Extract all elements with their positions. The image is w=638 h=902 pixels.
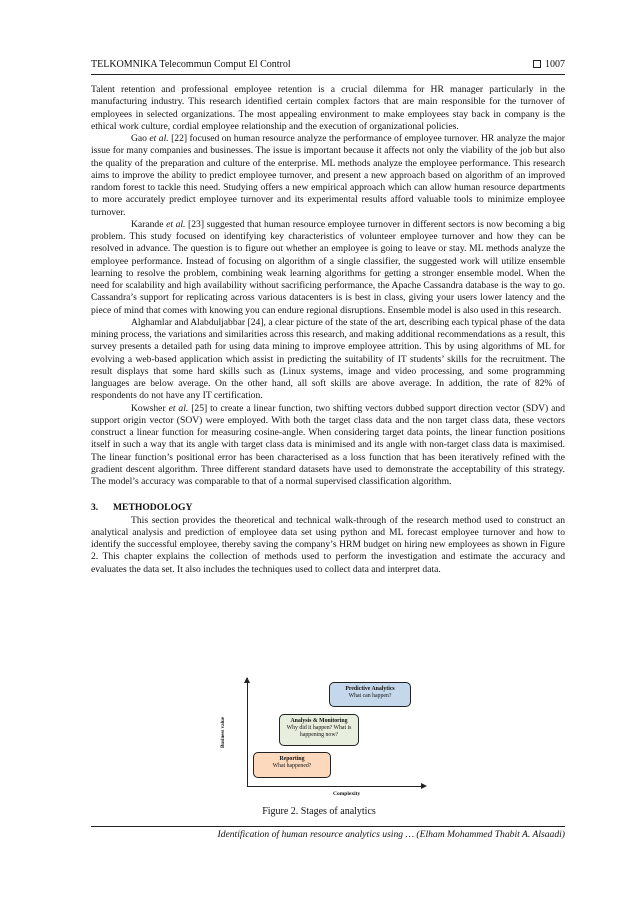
journal-title: TELKOMNIKA Telecommun Comput El Control [91, 59, 291, 70]
author-name: Karande [131, 218, 164, 230]
paragraph-text: [23] suggested that human resource employee turnover in different sectors is now becoming a big problem. This study focused on identifying key characteristics of volunteer employee turnover and how they can be resolved in advance. The question is to figure out whether an employee is going to leave or stay. ML methods analyze the employee performance. Instead of focusing on algorithm of a single classifier, the suggested work will utilize ensemble learning to resolve the problem, combining weak learning algorithms for getting a stronger ensemble model. When the need for scalability and high availability without sacrificing performance, the Apache Cassandra database is the way to go. Cassandra’s support for replicating across various datacenters is is best in class, giving your users lower latency and the piece of mind that comes with knowing you can endure regional disruptions. Ensemble model is also used in this research. [91, 218, 566, 316]
section-title: METHODOLOGY [113, 502, 193, 514]
stage-predictive-analytics [329, 682, 411, 707]
paragraph [91, 403, 565, 489]
paragraph: Talent retention and professional employee retention is a crucial dilemma for HR manager particularly in the manufacturing industry. This research identified certain complex factors that are main responsible for the turnover of employees in selected organizations. The most appealing environment to make employees stay back in company is the ethical work culture, cordial employee relationship and the execution of organizational policies. [91, 84, 565, 132]
x-axis [247, 786, 425, 787]
stage-analysis-monitoring [279, 714, 359, 746]
section-heading [91, 502, 565, 514]
running-header [91, 57, 565, 73]
stage-title: Predictive Analytics [345, 686, 395, 692]
y-axis [247, 678, 248, 786]
paragraph: Alghamlar and Alabduljabbar [24], a clear picture of the state of the art, describing each typical phase of the data mining process, the variations and similarities across this research, and making additional recommendations as a result, this survey presents a detailed path for using data mining to improve employee attrition. This by using algorithms of ML for evolving a web-based application which assist in predicting the suitability of IT students’ skills for the recruitment. The result displays that some hard skills such as (Linux systems, image and video processing, and some programming languages are below average. On the other hand, all soft skills are above average. In addition, the rate of 82% of respondents do not have any IT certification. [91, 316, 565, 402]
figure-caption: Figure 2. Stages of analytics [262, 806, 376, 817]
stage-question: Why did it happen? What is happening now? [286, 725, 352, 738]
paragraph [91, 133, 565, 219]
x-axis-label: Complexity [333, 791, 361, 797]
checkbox-icon [533, 60, 541, 68]
paragraph-text: [25] to create a linear function, two shifting vectors dubbed support direction vector (SDV) and support origin vector (SOV) were employed. With both the target class data and the non target class data, these vectors construct a linear function for measuring cosine-angle. When considering target data points, the linear function positions itself in such a way that its angle with target class data is minimised and its angle with non-target class data is maximised. The linear function’s positional error has been characterised as a loss function that has been iteratively refined with the gradient descent algorithm. Three different standard datasets have used to demonstrate the acceptability of this strategy. The model’s accuracy was comparable to that of a normal supervised classification algorithm. [91, 402, 565, 487]
stage-reporting [253, 752, 331, 778]
footer-rule [91, 826, 565, 827]
et-al: et al. [168, 402, 189, 414]
et-al: et al. [149, 133, 169, 144]
author-name: Kowsher [131, 402, 166, 414]
paragraph: This section provides the theoretical and technical walk-through of the research method used to construct an analytical analysis and prediction of employee data set using python and ML forecast employee turnover and how to identify the successful employee, thereby saving the company’s HRM budget on hiring new employees as shown in Figure 2. This chapter explains the collection of methods used to perform the investigation and estimate the accuracy and evaluates the data set. It also includes the techniques used to collect data and interpret data. [91, 514, 565, 575]
y-axis-label: Business value [221, 717, 226, 748]
running-footer: Identification of human resource analytics using … (Elham Mohammed Thabit A. Alsaadi) [217, 829, 565, 840]
section-number: 3. [91, 502, 99, 514]
author-name: Gao [131, 133, 147, 144]
paragraph [91, 219, 565, 317]
stage-title: Reporting [279, 756, 305, 762]
analytics-stages-figure [221, 678, 425, 798]
body-text [91, 84, 565, 576]
stage-title: Analysis & Monitoring [290, 718, 348, 724]
et-al: et al. [166, 218, 186, 230]
header-rule [91, 74, 565, 75]
stage-question: What happened? [272, 763, 312, 769]
paragraph-text: [22] focused on human resource analyze the performance of employee turnover. HR analyze the major issue for many companies and businesses. The issue is important because it affects not only the viability of the job but also the quality of the preparation and culture of the enterprise. ML methods analyze the employee performance. This research aims to improve the ability to predict employee turnover, and present a new approach based on algorithm of an improved random forest to tackle this need. Studying offers a new empirical approach which can allow human resource departments to more accurately predict employee turnover and its experimental results afford valuable tools to minimize employee turnover. [91, 133, 565, 218]
stage-question: What can happen? [348, 693, 392, 699]
page-number: 1007 [545, 59, 565, 70]
